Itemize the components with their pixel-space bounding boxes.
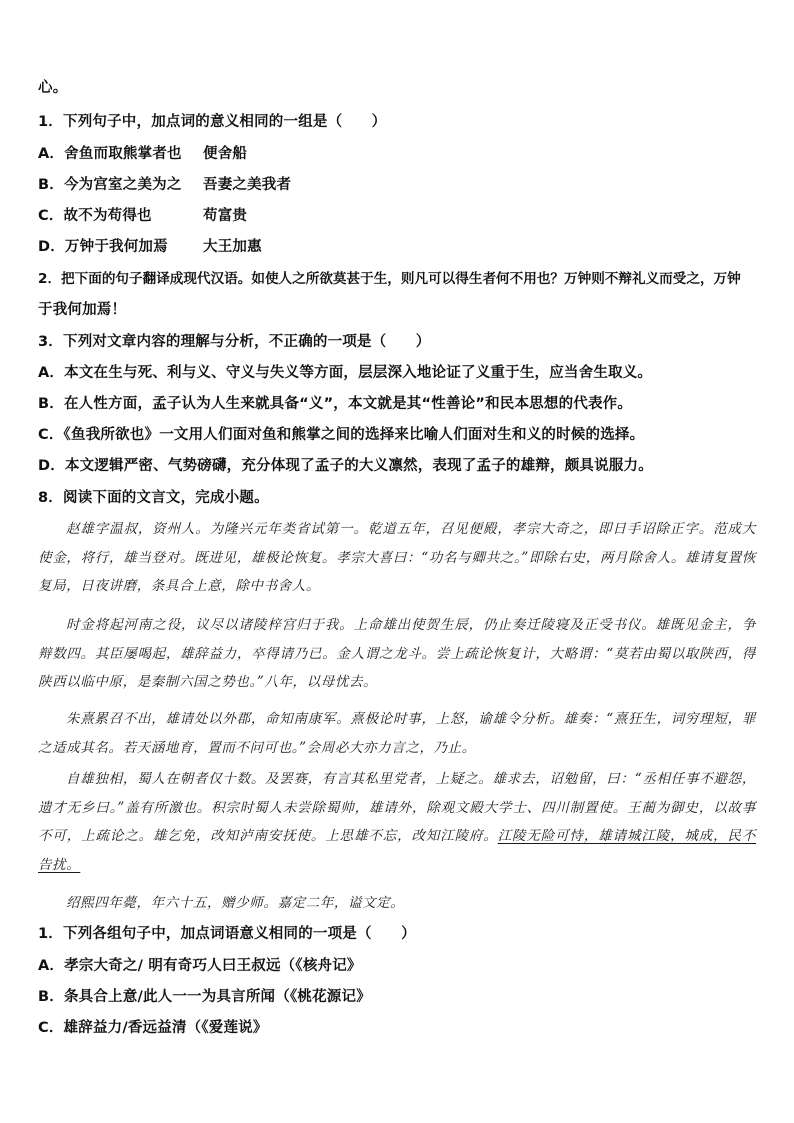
q2-line1: 2．把下面的句子翻译成现代汉语。如使人之所欲莫甚于生，则凡可以得生者何不用也？万钟则不辩礼义而受之，万钟 <box>38 271 741 287</box>
q8-1-option-a: A．孝宗大奇之/ 明有奇巧人曰王叔远（《核舟记》 <box>38 958 362 974</box>
passage-paragraph-4-text: 自雄独相，蜀人在朝者仅十数。及罢赛，有言其私里党者，上疑之。雄求去，诏勉留，曰：“丞相任事不避怨，遗才无乡曰。”盖有所激也。积宗时蜀人未尝除蜀帅，雄请外，除观文殿大学士、四川制置使。王蔺为御史，以故事不可，上疏论之。雄乞免，改知泸南安抚使。上思雄不忘，改知江陵府。 <box>38 771 756 844</box>
q1-option-a-left: A．舍鱼而取熊掌者也 <box>38 146 182 162</box>
passage-paragraph-4 <box>38 765 756 879</box>
top-fragment: 心。 <box>38 80 68 96</box>
q1-question: 1．下列句子中，加点词的意义相同的一组是（ ） <box>38 114 387 130</box>
q1-option-a <box>38 144 758 164</box>
q8-1-option-c: C．雄辞益力/香远益清（《爱莲说》 <box>38 1020 268 1036</box>
q1-option-b-left: B．今为宫室之美为之 <box>38 177 182 193</box>
q3-question: 3．下列对文章内容的理解与分析，不正确的一项是（ ） <box>38 334 431 350</box>
q8-1-option-b: B．条具合上意/此人一一为具言所闻（《桃花源记》 <box>38 989 371 1005</box>
q2-line2: 于我何加焉！ <box>38 302 127 318</box>
q8-intro: 8．阅读下面的文言文，完成小题。 <box>38 490 269 506</box>
passage-underlined-sentence: 江陵无险可恃，雄请城江陵，城成，民不告扰。 <box>38 828 756 873</box>
q1-option-d-right: 大王加惠 <box>203 239 262 255</box>
q3-option-a: A．本文在生与死、利与义、守义与失义等方面，层层深入地论证了义重于生，应当舍生取义。 <box>38 365 653 381</box>
passage-paragraph-2: 时金将起河南之役，议尽以诸陵梓宫归于我。上命雄出使贺生辰，仍止奏迁陵寝及正受书仪。雄既见金主，争辩数四。其臣屡喝起，雄辞益力，卒得请乃已。金人谓之龙斗。尝上疏论恢复计，大略谓：“莫若由蜀以取陕西，得陕西以临中原，是秦制六国之势也。”八年，以母忧去。 <box>38 617 756 690</box>
q8-1-question: 1．下列各组句子中，加点词语意义相同的一项是（ ） <box>38 926 416 942</box>
q1-option-d <box>38 237 758 257</box>
q3-option-d: D．本文逻辑严密、气势磅礴，充分体现了孟子的大义凛然，表现了孟子的雄辩，颇具说服力。 <box>38 458 653 474</box>
q1-option-c-left: C．故不为苟得也 <box>38 208 152 224</box>
q1-option-c <box>38 206 758 226</box>
q1-option-b <box>38 175 758 195</box>
passage-paragraph-1: 赵雄字温叔，资州人。为隆兴元年类省试第一。乾道五年，召见便殿，孝宗大奇之，即日手诏除正字。范成大使金，将行，雄当登对。既进见，雄极论恢复。孝宗大喜曰：“功名与卿共之。”即除右史，两月除舍人。雄请复置恢复局，日夜讲磨，条具合上意，除中书舍人。 <box>38 521 756 594</box>
q1-option-c-right: 苟富贵 <box>203 208 248 224</box>
q1-option-b-right: 吾妻之美我者 <box>203 177 292 193</box>
q1-option-d-left: D．万钟于我何加焉 <box>38 239 168 255</box>
q3-option-c: C．《鱼我所欲也》一文用人们面对鱼和熊掌之间的选择来比喻人们面对生和义的时候的选择。 <box>38 427 645 443</box>
q1-option-a-right: 便舍船 <box>203 146 248 162</box>
passage-paragraph-3: 朱熹累召不出，雄请处以外郡，命知南康军。熹极论时事，上怒，谕雄令分析。雄奏：“熹狂生，词穷理短，罪之适成其名。若天涵地育，置而不问可也。”会周必大亦力言之，乃止。 <box>38 711 756 756</box>
q3-option-b: B．在人性方面，孟子认为人生来就具备“义”，本文就是其“性善论”和民本思想的代表作。 <box>38 396 633 412</box>
passage-paragraph-5: 绍熙四年薨，年六十五，赠少师。嘉定二年，谥文定。 <box>66 895 405 911</box>
